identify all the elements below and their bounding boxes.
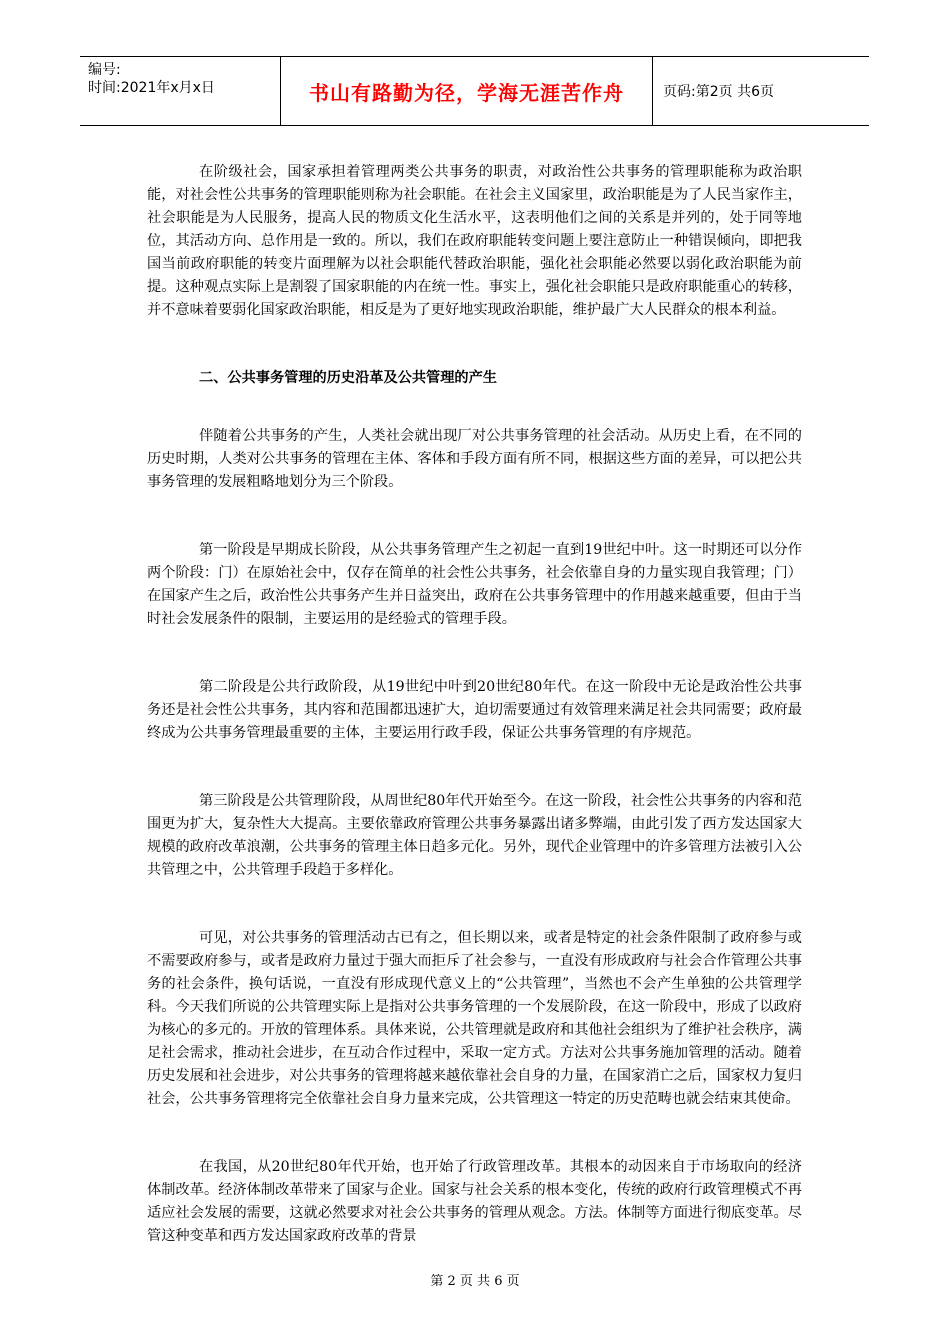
paragraph-2: 伴随着公共事务的产生，人类社会就出现厂对公共事务管理的社会活动。从历史上看，在不同的历史时期，人类对公共事务的管理在主体、客体和手段方面有所不同，根据这些方面的差异，可以把公共事务管理的发展粗略地划分为三个阶段。 xyxy=(147,428,802,490)
paragraph-1: 在阶级社会，国家承担着管理两类公共事务的职责，对政治性公共事务的管理职能称为政治职能，对社会性公共事务的管理职能则称为社会职能。在社会主义国家里，政治职能是为了人民当家作主，社会职能是为人民服务，提高人民的物质文化生活水平，这表明他们之间的关系是并列的，处于同等地位，其活动方向、总作用是一致的。所以，我们在政府职能转变问题上要注意防止一种错误倾向，即把我国当前政府职能的转变片面理解为以社会职能代替政治职能，强化社会职能必然要以弱化政治职能为前提。这种观点实际上是割裂了国家职能的内在统一性。事实上，强化社会职能只是政府职能重心的转移，并不意味着要弱化国家政治职能，相反是为了更好地实现政治职能，维护最广大人民群众的根本利益。 xyxy=(147,164,802,318)
document-body xyxy=(147,161,802,1248)
paragraph-3: 第一阶段是早期成长阶段，从公共事务管理产生之初起一直到19世纪中叶。这一时期还可以分作两个阶段：门）在原始社会中，仅存在简单的社会性公共事务，社会依靠自身的力量实现自我管理；门）在国家产生之后，政治性公共事务产生并日益突出，政府在公共事务管理中的作用越来越重要，但由于当时社会发展条件的限制，主要运用的是经验式的管理手段。 xyxy=(147,542,802,627)
paragraph-7: 在我国，从20世纪80年代开始，也开始了行政管理改革。其根本的动因来自于市场取向的经济体制改革。经济体制改革带来了国家与企业。国家与社会关系的根本变化，传统的政府行政管理模式不再适应社会发展的需要，这就必然要求对社会公共事务的管理从观念。方法。体制等方面进行彻底变革。尽管这种变革和西方发达国家政府改革的背景 xyxy=(147,1159,802,1244)
header-meta xyxy=(80,57,281,125)
paragraph-5: 第三阶段是公共管理阶段，从周世纪80年代开始至今。在这一阶段，社会性公共事务的内容和范围更为扩大，复杂性大大提高。主要依靠政府管理公共事务暴露出诸多弊端，由此引发了西方发达国家大规模的政府改革浪潮，公共事务的管理主体日趋多元化。另外，现代企业管理中的许多管理方法被引入公共管理之中，公共管理手段趋于多样化。 xyxy=(147,793,802,878)
paragraph-4: 第二阶段是公共行政阶段，从19世纪中叶到20世纪80年代。在这一阶段中无论是政治性公共事务还是社会性公共事务，其内容和范围都迅速扩大，迫切需要通过有效管理来满足社会共同需要；政府最终成为公共事务管理最重要的主体，主要运用行政手段，保证公共事务管理的有序规范。 xyxy=(147,679,802,741)
document-time-label: 时间:2021年x月x日 xyxy=(88,80,215,96)
page-footer: 第 2 页 共 6 页 xyxy=(430,1274,520,1289)
paragraph-6: 可见，对公共事务的管理活动古已有之，但长期以来，或者是特定的社会条件限制了政府参与或不需要政府参与，或者是政府力量过于强大而拒斥了社会参与，一直没有形成政府与社会合作管理公共事务的社会条件，换句话说，一直没有形成现代意义上的“公共管理”，当然也不会产生单独的公共管理学科。今天我们所说的公共管理实际上是指对公共事务管理的一个发展阶段，在这一阶段中，形成了以政府为核心的多元的。开放的管理体系。具体来说，公共管理就是政府和其他社会组织为了维护社会秩序，满足社会需求，推动社会进步，在互动合作过程中，采取一定方式。方法对公共事务施加管理的活动。随着历史发展和社会进步，对公共事务的管理将越来越依靠社会自身的力量，在国家消亡之后，国家权力复归社会，公共事务管理将完全依靠社会自身力量来完成，公共管理这一特定的历史范畴也就会结束其使命。 xyxy=(147,930,802,1107)
header-motto: 书山有路勤为径，学海无涯苦作舟 xyxy=(281,57,653,125)
header-page-info: 页码:第2页 共6页 xyxy=(663,84,774,100)
document-number-label: 编号: xyxy=(88,62,121,78)
section-heading: 二、公共事务管理的历史沿革及公共管理的产生 xyxy=(199,370,497,386)
header-table xyxy=(80,56,869,126)
